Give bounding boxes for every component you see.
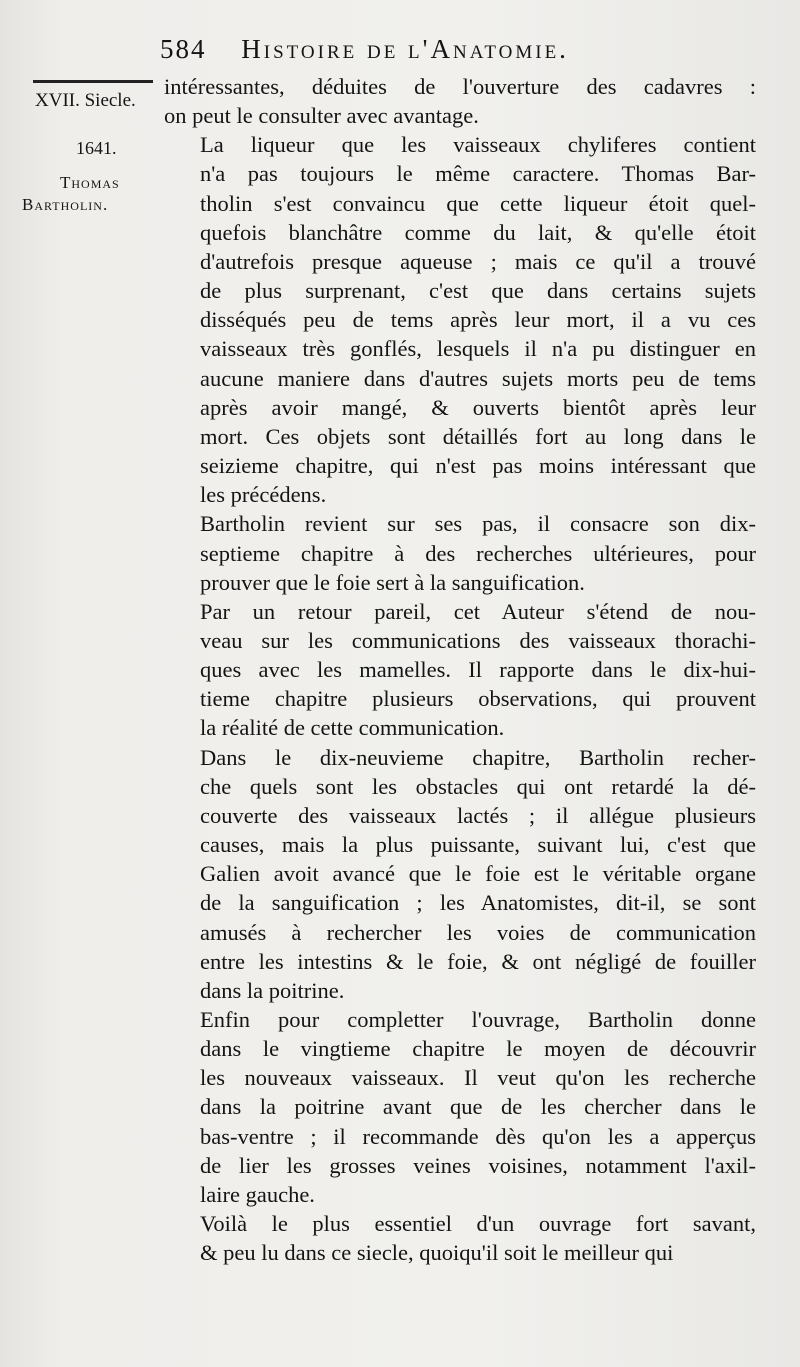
text-line: Dans le dix-neuvieme chapitre, Bartholin recher- [200,744,756,770]
text-line: dans le vingtieme chapitre le moyen de découvrir [200,1036,756,1062]
paragraph [164,1005,756,1209]
paragraph [164,509,756,596]
paragraph [164,72,756,130]
running-header [160,34,760,65]
paragraph [164,743,756,1005]
text-line: amusés à rechercher les voies de communication [200,919,756,945]
text-line: intéressantes, déduites de l'ouverture des cadavres : [164,74,756,99]
text-line: les précédens. [200,482,327,508]
text-line: che quels sont les obstacles qui ont retardé la dé- [200,773,756,799]
body-text [164,72,756,1267]
text-line: de plus surprenant, c'est que dans certains sujets [200,278,756,304]
text-line: laire gauche. [200,1181,315,1207]
text-line: de la sanguification ; les Anatomistes, dit-il, se sont [200,890,756,916]
margin-note-name: Thomas [60,173,120,192]
margin-note-surname: Bartholin. [22,195,109,214]
text-line: mort. Ces objets sont détaillés fort au long dans le [200,423,756,449]
margin-note-year: 1641. [76,138,117,158]
text-line: Par un retour pareil, cet Auteur s'étend de nou- [200,598,756,624]
text-line: la réalité de cette communication. [200,715,505,741]
text-line: causes, mais la plus puissante, suivant lui, c'est que [200,832,756,858]
text-line: La liqueur que les vaisseaux chyliferes contient [200,132,756,158]
text-line: aucune maniere dans d'autres sujets morts peu de tems [200,365,756,391]
paragraph [164,597,756,743]
text-line: on peut le consulter avec avantage. [164,103,479,129]
page-number: 584 [160,34,207,64]
text-line: après avoir mangé, & ouverts bientôt après leur [200,394,756,420]
margin-note-century: XVII. Siecle. [35,90,136,111]
text-line: de lier les grosses veines voisines, notamment l'axil- [200,1152,756,1178]
text-line: septieme chapitre à des recherches ultérieures, pour [200,540,756,566]
text-line: Enfin pour completter l'ouvrage, Bartholin donne [200,1007,756,1032]
margin-rule [33,80,153,83]
text-line: veau sur les communications des vaisseaux thorachi- [200,627,756,653]
paragraph [164,130,756,509]
text-line: vaisseaux très gonflés, lesquels il n'a pu distinguer en [200,336,756,362]
text-line: prouver que le foie sert à la sanguification. [200,569,585,595]
text-line: entre les intestins & le foie, & ont négligé de fouiller [200,948,756,974]
text-line: bas-ventre ; il recommande dès qu'on les a apperçus [200,1123,756,1149]
text-line: ques avec les mamelles. Il rapporte dans le dix-hui- [200,657,756,683]
text-line: Bartholin revient sur ses pas, il consacre son dix- [200,511,756,537]
running-title: Histoire de l'Anatomie. [241,34,569,64]
text-line: disséqués peu de tems après leur mort, il a vu ces [200,307,756,333]
text-line: tholin s'est convaincu que cette liqueur étoit quel- [200,190,756,216]
text-line: Voilà le plus essentiel d'un ouvrage fort savant, [200,1211,756,1237]
paragraph [164,1209,756,1267]
text-line: seizieme chapitre, qui n'est pas moins intéressant que [200,453,756,479]
text-line: quefois blanchâtre comme du lait, & qu'elle étoit [200,219,756,245]
text-line: tieme chapitre plusieurs observations, qui prouvent [200,686,756,712]
text-line: couverte des vaisseaux lactés ; il allégue plusieurs [200,802,756,828]
text-line: dans la poitrine avant que de les chercher dans le [200,1094,756,1120]
text-line: dans la poitrine. [200,977,345,1003]
text-line: & peu lu dans ce siecle, quoiqu'il soit le meilleur qui [200,1240,674,1266]
text-line: Galien avoit avancé que le foie est le véritable organe [200,861,756,887]
text-line: n'a pas toujours le même caractere. Thomas Bar- [200,161,756,187]
text-line: d'autrefois presque aqueuse ; mais ce qu'il a trouvé [200,248,756,274]
text-line: les nouveaux vaisseaux. Il veut qu'on les recherche [200,1065,756,1091]
